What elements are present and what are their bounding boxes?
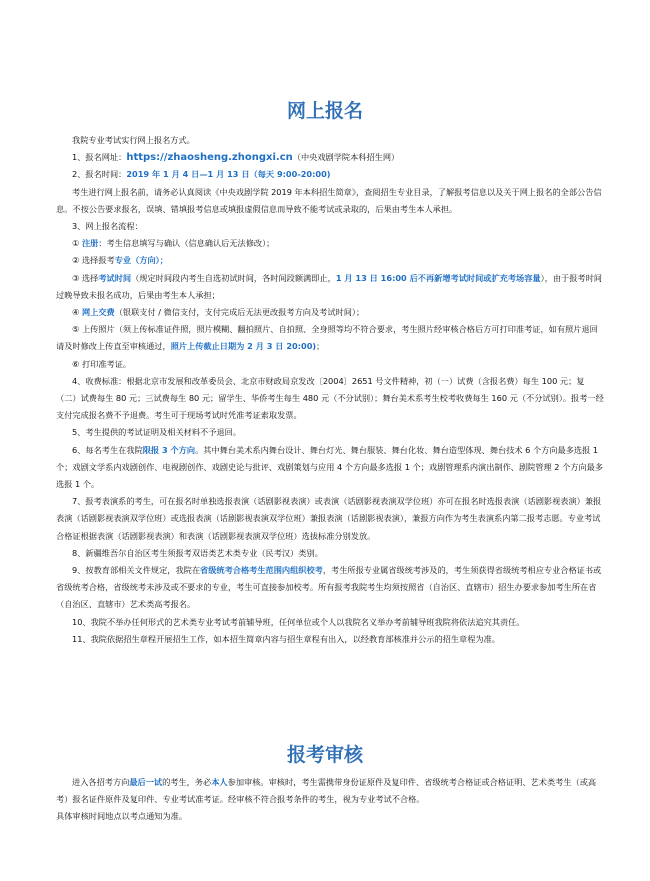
online-registration-body <box>56 132 604 648</box>
step-3-number: ③ <box>72 272 80 283</box>
period-line <box>56 166 604 183</box>
step-1-heading: 注册： <box>81 238 107 249</box>
website-label: 1、报名网址： <box>72 152 127 163</box>
step-5-number: ⑤ <box>72 324 80 335</box>
step-3-heading: 考试时间 <box>98 272 132 283</box>
step-5-deadline: 照片上传截止日期为 2 月 3 日 20:00) <box>170 341 317 352</box>
item-6-pre: 6、每名考生在我院 <box>72 444 143 455</box>
section-title-review: 报考审核 <box>286 744 363 766</box>
intro-text: 我院专业考试实行网上报名方式。 <box>72 135 195 145</box>
review-note: 具体审核时间地点以考点通知为准。 <box>56 811 188 822</box>
step-4 <box>56 304 604 321</box>
step-3-deadline: 1 月 13 日 16:00 后不再新增考试时间或扩充考场容量 <box>335 272 541 283</box>
review-mid: 的考生，务必 <box>162 777 212 787</box>
section-title-online-registration: 网上报名 <box>286 100 363 122</box>
review-paragraph <box>56 774 604 808</box>
step-1 <box>56 235 604 252</box>
item-4-fees: 4、收费标准：根据北京市发展和改革委员会、北京市财政局京发改〔2004〕2651 号文件精神，初（一）试费（含报名费）每生 100 元；复（二）试费每生 80 元；三试费每生 80 元；留学生、华侨考生每生 480 元（不分试别）；舞台美术系考生校考收费每生 160 元（不分试别）。报考一经支付完成报名费不予退费。考生可于现场考试时凭准考证索取发票。 <box>56 375 604 421</box>
step-2 <box>56 252 604 269</box>
step-6-text: 打印准考证。 <box>81 358 132 369</box>
step-2-heading: 专业（方向）； <box>114 255 168 266</box>
website-line <box>56 149 604 166</box>
step-6-number: ⑥ <box>72 358 80 369</box>
period-value: 2019 年 1 月 4 日—1 月 13 日（每天 9:00-20:00) <box>126 169 331 180</box>
step-3-text-2: ），由于报考时间过晚导致未报名成功，后果由考生本人承担； <box>56 272 602 300</box>
step-4-text: （银联支付 / 微信支付，支付完成后无法更改报考方向及考试时间）； <box>114 307 365 318</box>
step-4-number: ④ <box>72 307 80 318</box>
step-1-text: 考生信息填写与确认（信息确认后无法修改）； <box>106 238 275 249</box>
item-11-charter: 11、我院依据招生章程开展招生工作，如本招生简章内容与招生章程有出入，以经教育部核准并公示的招生章程为准。 <box>72 633 500 644</box>
step-3-pre: 选择 <box>81 272 99 283</box>
item-10-no-tutoring: 10、我院不举办任何形式的艺术类专业考试考前辅导班，任何单位或个人以我院名义举办考前辅导班我院将依法追究其责任。 <box>72 616 525 627</box>
period-label: 2、报名时间： <box>72 169 127 180</box>
item-9-provincial <box>56 562 604 614</box>
step-4-heading: 网上交费 <box>81 307 115 318</box>
review-last-round: 最后一试 <box>129 777 163 787</box>
item-6-limit <box>56 442 604 494</box>
website-note: （中央戏剧学院本科招生网） <box>292 152 400 163</box>
item-6-text: 。其中舞台美术系内舞台设计、舞台灯光、舞台服装、舞台化妆、舞台造型体现、舞台技术 6 个方向最多选报 1 个；戏剧文学系内戏剧创作、电视剧创作、戏剧史论与批评、戏剧策划与应用 4 个方向最多选报 1 个；戏剧管理系内演出制作、剧院管理 2 个方向最多选报 1 个。 <box>56 444 604 490</box>
item-6-limit-highlight: 限报 3 个方向 <box>142 444 196 455</box>
item-8-xinjiang: 8、新疆维吾尔自治区考生须报考双语类艺术类专业（民考汉）类别。 <box>72 547 323 558</box>
step-5-text-2: ； <box>316 341 325 352</box>
notice-text: 考生进行网上报名前，请务必认真阅读《中央戏剧学院 2019 年本科招生简章》，查阅招生专业目录，了解报考信息以及关于网上报名的全部公告信息。不按公告要求报名，误填、错填报考信息或填报虚假信息而导致不能考试或录取的，后果由考生本人承担。 <box>56 186 602 214</box>
step-5-text: 上传照片（须上传标准证件照，照片模糊、翻拍照片、自拍照、全身照等均不符合要求，考生照片经审核合格后方可打印准考证，如有照片退回请及时修改上传直至审核通过， <box>56 324 598 352</box>
step-3 <box>56 270 604 304</box>
item-9-pre: 9、按教育部相关文件规定，我院在 <box>72 565 201 576</box>
review-text: 参加审核。审核时，考生需携带身份证原件及复印件、省级统考合格证或合格证明、艺术类考生（或高考）报名证件原件及复印件、专业考试准考证。经审核不符合报考条件的考生，视为专业考试不合格。 <box>56 777 597 805</box>
step-6 <box>56 356 604 373</box>
step-2-number: ② <box>72 255 80 266</box>
review-body <box>56 774 604 826</box>
item-7-acting: 7、报考表演系的考生，可在报名时单独选报表演（话剧影视表演）或表演（话剧影视表演双学位班）亦可在报名时选报表演（话剧影视表演）兼报表演（话剧影视表演双学位班）或选报表演（话剧影视表演双学位班）兼报表演（话剧影视表演），兼报方向作为考生表演系内第二报考志愿。专业考试合格证根据表演（话剧影视表演）和表演（话剧影视表演双学位班）选拔标准分别发放。 <box>56 496 602 541</box>
step-3-text: （规定时间段内考生自选初试时间，各时间段额满即止， <box>131 272 336 283</box>
step-2-text: 选择报考 <box>81 255 115 266</box>
process-title: 3、网上报名流程： <box>72 221 143 232</box>
website-url-link[interactable]: https://zhaosheng.zhongxi.cn <box>126 152 293 164</box>
review-pre: 进入各招考方向 <box>72 777 130 787</box>
step-1-number: ① <box>72 238 80 249</box>
item-9-text: ，考生所报专业属省级统考涉及的，考生须获得省级统考相应专业合格证书或省级统考合格，省级统考未涉及或不要求的专业，考生可直接参加校考。所有报考我院考生均须按照省（自治区、直辖市）招生办要求参加考生所在省（自治区、直辖市）艺术类高考报名。 <box>56 565 602 610</box>
step-5 <box>56 321 604 355</box>
item-5-materials: 5、考生提供的考试证明及相关材料不予退回。 <box>72 427 241 438</box>
item-9-highlight: 省级统考合格考生范围内组织校考 <box>200 565 323 576</box>
review-in-person: 本人 <box>211 777 228 787</box>
